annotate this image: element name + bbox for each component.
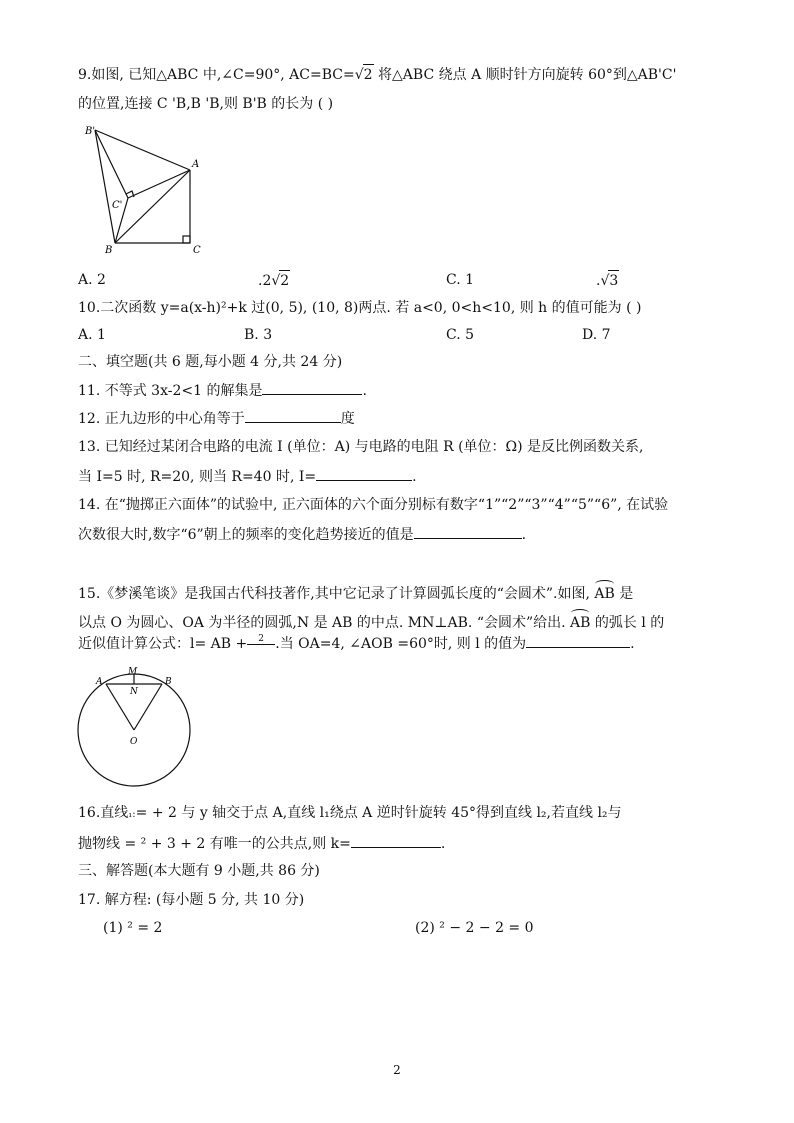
q9-option-d-root: 3 [608, 270, 619, 291]
q12-text: 12. 正九边形的中心角等于 [78, 411, 245, 427]
q9-option-d-text: . [596, 273, 601, 289]
q11-text: 11. 不等式 3x-2<1 的解集是 [78, 383, 263, 399]
q16-line1 [78, 803, 622, 825]
q15-text-3: 近似值计算公式：l= AB + [78, 636, 248, 652]
page-number: 2 [393, 1063, 401, 1077]
q15-text-2b: 的弧长 l 的 [594, 615, 665, 631]
q15-circle-figure [76, 664, 196, 790]
q9-option-b [258, 270, 290, 291]
q16-answer-blank[interactable] [351, 833, 441, 848]
q14-line1: 14. 在“抛掷正六面体”的试验中, 正六面体的六个面分别标有数字“1”“2”“3”“4”“5”“6”, 在试验 [78, 497, 669, 513]
q9-seg-a-b [115, 170, 190, 243]
q13-line1: 13. 已知经过某闭合电路的电流 I (单位：A) 与电路的电阻 R (单位：Ω) 是反比例函数关系, [78, 439, 644, 455]
q10-option-c: C. 5 [446, 327, 475, 343]
q9-right-angle-c [183, 236, 190, 243]
sqrt-sign: √ [600, 273, 610, 289]
q15-text-2: 以点 O 为圆心、OA 为半径的圆弧,N 是 AB 的中点. MN⊥AB. “会圆术”给出. [78, 615, 566, 631]
q15-label-a: A [96, 677, 103, 687]
q9-sqrt-value: 2 [363, 64, 374, 85]
q17-part2: (2) ² − 2 − 2 = 0 [415, 920, 534, 936]
q9-label-c1: C' [112, 200, 123, 211]
section-3-heading: 三、解答题(本大题有 9 小题,共 86 分) [78, 863, 320, 879]
q9-label-a: A [192, 159, 200, 170]
sqrt-sign: √ [354, 67, 364, 83]
q17-title: 17. 解方程: (每小题 5 分, 共 10 分) [78, 892, 305, 908]
fraction-bar [247, 644, 275, 645]
q12-answer-blank[interactable] [245, 408, 341, 423]
q15-label-b: B [165, 677, 172, 687]
q15-fraction-numerator: 2 [258, 634, 264, 644]
q12-end: 度 [340, 411, 355, 427]
q10-option-d: D. 7 [582, 327, 611, 343]
q14-text: 次数很大时,数字“6”朝上的频率的变化趋势接近的值是 [78, 527, 414, 543]
q15-line3 [78, 633, 635, 654]
section-2-heading: 二、填空题(共 6 题,每小题 4 分,共 24 分) [78, 354, 343, 370]
q15-line2 [78, 613, 664, 633]
q9-stem-part1: 9.如图, 已知△ABC 中,∠C=90°, AC=BC= [78, 67, 355, 83]
q13-line2 [78, 466, 417, 487]
q12 [78, 408, 355, 429]
q10-option-b: B. 3 [244, 327, 273, 343]
q17-part1: (1) ² = 2 [103, 920, 163, 936]
arc-ab-label: AB [594, 586, 615, 602]
q15-label-n: N [130, 687, 138, 697]
q14-answer-blank[interactable] [414, 524, 522, 539]
q10-option-a: A. 1 [78, 327, 106, 343]
q15-line1 [78, 584, 633, 604]
q15-radius-ob [134, 684, 162, 730]
q9-stem-part2: 将△ABC 绕点 A 顺时针方向旋转 60°到△AB'C' [373, 67, 677, 83]
q13-answer-blank[interactable] [316, 466, 412, 481]
q9-seg-b1-a [95, 130, 190, 170]
q15-label-o: O [130, 737, 138, 747]
q9-seg-b1-c1 [95, 130, 128, 198]
q9-option-b-root: 2 [279, 270, 290, 291]
q11-end: . [362, 383, 367, 399]
q15-answer-blank[interactable] [526, 633, 630, 648]
q15-text-3b: .当 OA=4, ∠AOB =60°时, 则 l 的值为 [275, 636, 527, 652]
q16-text-2: 抛物线 = ² + 3 + 2 有唯一的公共点,则 k= [78, 836, 351, 852]
q9-label-b: B [105, 245, 113, 256]
q14-end: . [521, 527, 527, 543]
q15-label-m: M [128, 667, 138, 677]
q15-text-1b: 是 [619, 586, 634, 602]
q16-text-1b: = + 2 与 y 轴交于点 A,直线 l₁绕点 A 逆时针旋转 45°得到直线 l₂,若直线 l₂与 [135, 805, 622, 821]
q9-seg-a-c1 [128, 170, 190, 198]
q16-text-1: 16.直线 [78, 805, 129, 821]
q9-seg-b1-b [95, 130, 115, 243]
q16-line2 [78, 833, 445, 854]
sqrt-sign: √ [271, 273, 281, 289]
q11 [78, 380, 367, 401]
q9-label-c: C [193, 245, 201, 256]
q15-text-1: 15.《梦溪笔谈》是我国古代科技著作,其中它记录了计算圆弧长度的“会圆术”.如图, [78, 586, 590, 602]
q9-label-b1: B' [85, 126, 96, 137]
q16-subscript: ₁: [128, 809, 136, 820]
q15-fraction [247, 634, 275, 650]
q9-line2: 的位置,连接 C 'B,B 'B,则 B'B 的长为 ( ) [78, 96, 334, 112]
arc-ab-label: AB [570, 615, 591, 631]
q9-figure [80, 120, 210, 260]
q9-option-d [596, 270, 619, 291]
q13-text: 当 I=5 时, R=20, 则当 R=40 时, I= [78, 469, 317, 485]
q9-option-a: A. 2 [78, 272, 106, 288]
q16-end: . [440, 836, 446, 852]
q9-option-b-text: .2 [258, 273, 272, 289]
q14-line2 [78, 524, 526, 545]
q9-option-c: C. 1 [446, 272, 475, 288]
q10-stem: 10.二次函数 y=a(x-h)²+k 过(0, 5), (10, 8)两点. 若 a<0, 0<h<10, 则 h 的值可能为 ( ) [78, 300, 642, 316]
q13-end: . [412, 469, 417, 485]
q11-answer-blank[interactable] [262, 380, 362, 395]
q15-end: . [630, 636, 635, 652]
q9-line1 [78, 64, 676, 85]
